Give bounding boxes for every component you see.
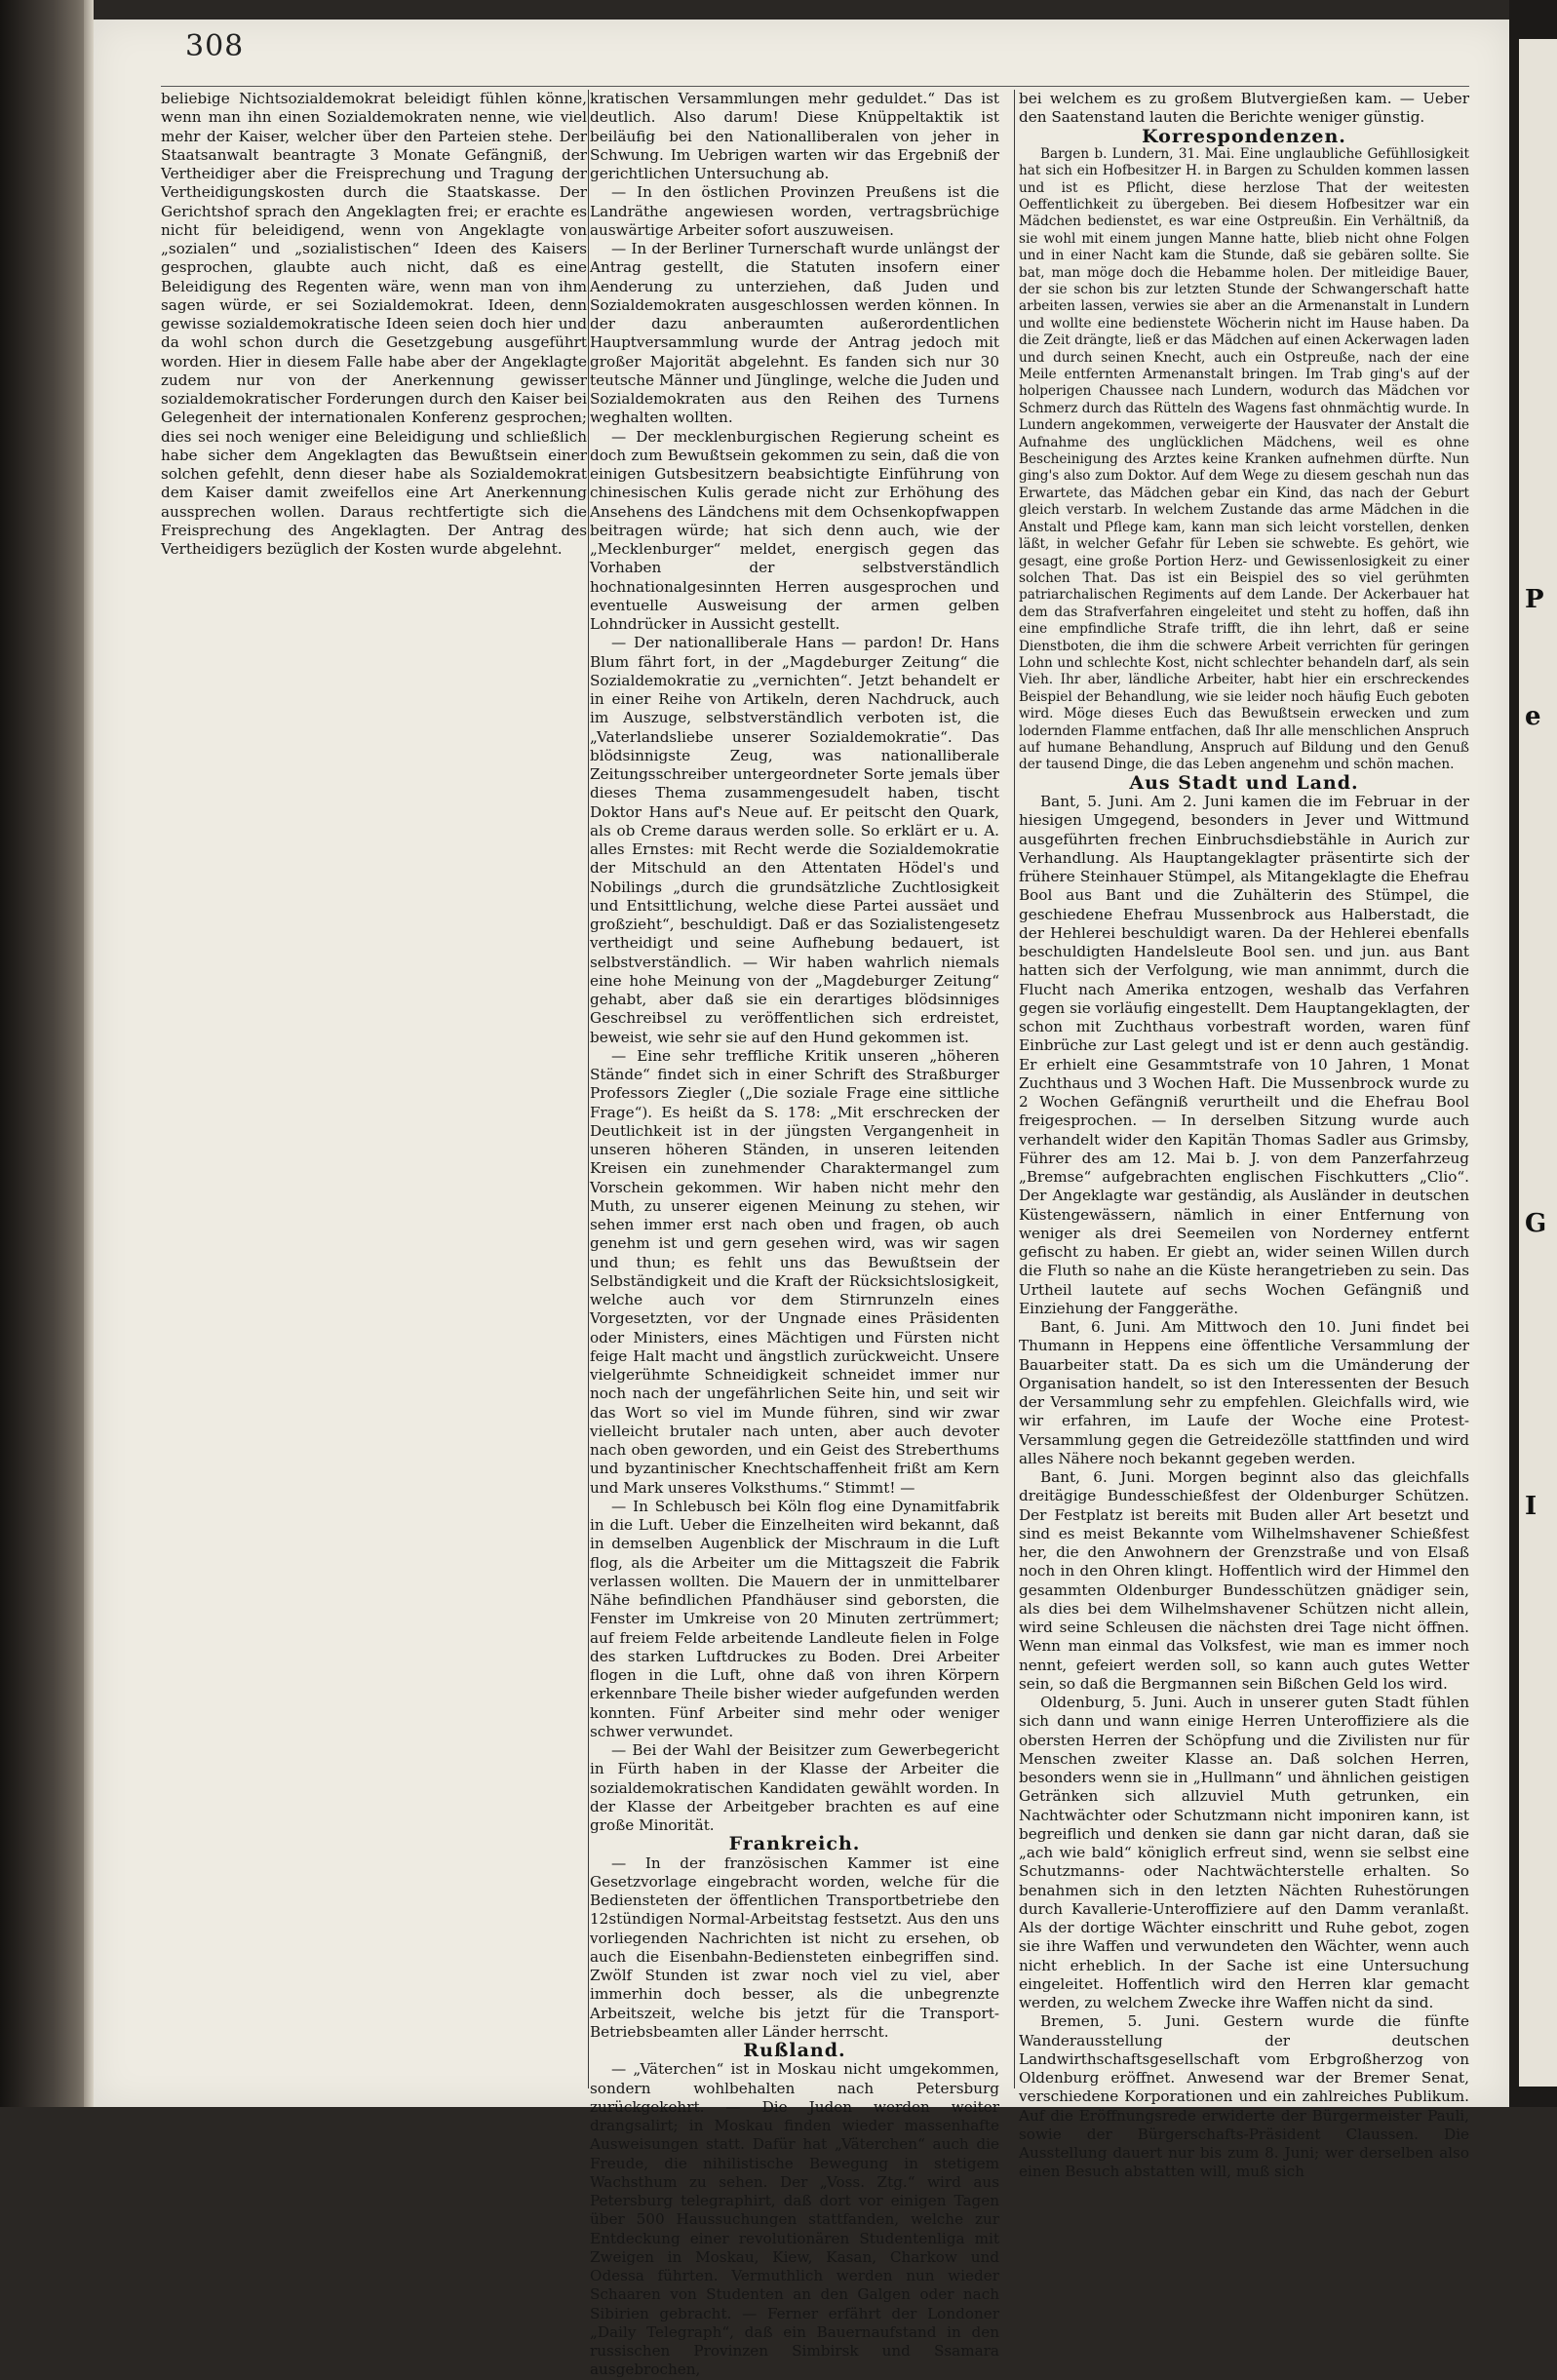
article-paragraph: — In der Berliner Turnerschaft wurde unlängst der Antrag gestellt, die Statuten insofern einer Aenderung zu unterziehen, daß Juden und Sozialdemokraten ausgeschlossen werden können. In der dazu anberaumten außerordentlichen Hauptversammlung wurde der Antrag jedoch mit großer Majorität abgelehnt. Es fanden sich nur 30 teutsche Männer und Jünglinge, welche die Juden und Sozialdemokraten aus den Reihen des Turnens weghalten wollten.: [590, 240, 999, 427]
article-paragraph: Oldenburg, 5. Juni. Auch in unserer guten Stadt fühlen sich dann und wann einige Herren Unteroffiziere als die obersten Herren der Schöpfung und die Zivilisten nur für Menschen zweiter Klasse an. Daß solchen Herren, besonders wenn sie in „Hullmann“ und ähnlichen geistigen Getränken sich allzuviel Muth getrunken, ein Nachtwächter oder Schutzmann nicht imponiren kann, ist begreiflich und denken sie dann gar nicht daran, daß sie „ach wie bald“ königlich erfreut sind, wenn sie selbst eine Schutzmanns- oder Nachtwächterstelle erhalten. So benahmen sich in den letzten Nächten Ruhestörungen durch Kavallerie-Unteroffiziere auf den Damm veranlaßt. Als der dortige Wächter einschritt und Ruhe gebot, zogen sie ihre Waffen und verwundeten den Wächter, wenn auch nicht erheblich. In der Sache ist eine Untersuchung eingeleitet. Hoffentlich wird den Herren klar gemacht werden, zu welchem Zwecke ihre Waffen nicht da sind.: [1019, 1694, 1469, 2012]
article-paragraph: Bremen, 5. Juni. Gestern wurde die fünfte Wanderausstellung der deutschen Landwirthschaftsgesellschaft vom Erbgroßherzog von Oldenburg eröffnet. Anwesend war der Bremer Senat, verschiedene Korporationen und ein zahlreiches Publikum. Auf die Eröffnungsrede erwiderte der Bürgermeister Pauli, sowie der Bürgerschafts-Präsident Claussen. Die Ausstellung dauert nur bis zum 8. Juni; wer derselben also einen Besuch abstatten will, muß sich: [1019, 2012, 1469, 2181]
correspondence-block: [1019, 146, 1469, 774]
article-paragraph: Bargen b. Lundern, 31. Mai. Eine unglaubliche Gefühllosigkeit hat sich ein Hofbesitzer H. in Bargen zu Schulden kommen lassen und ist es Pflicht, diese herzlose That der weitesten Oeffentlichkeit zu übergeben. Bei diesem Hofbesitzer war ein Mädchen bedienstet, es war eine Ostpreußin. Ein Verhältniß, da sie wohl mit einem jungen Manne hatte, blieb nicht ohne Folgen und in einer Nacht kam die Stunde, daß sie gebären sollte. Sie bat, man möge doch die Hebamme holen. Der mitleidige Bauer, der sie schon bis zur letzten Stunde der Schwangerschaft hatte arbeiten lassen, verwies sie aber an die Armenanstalt in Lundern und wollte eine bedienstete Wöcherin nicht im Hause haben. Da die Zeit drängte, ließ er das Mädchen auf einen Ackerwagen laden und durch seinen Knecht, auch ein Ostpreuße, nach der eine Meile entfernten Armenanstalt bringen. Im Trab ging's auf der holperigen Chaussee nach Lundern, wodurch das Mädchen vor Schmerz durch das Rütteln des Wagens fast ohnmächtig wurde. In Lundern angekommen, verweigerte der Hausvater der Anstalt die Aufnahme des unglücklichen Mädchens, weil es ohne Bescheinigung des Arztes keine Kranken aufnehmen dürfte. Nun ging's also zum Doktor. Auf dem Wege zu diesem geschah nun das Erwartete, das Mädchen gebar ein Kind, das nach der Geburt gleich verstarb. In welchem Zustande das arme Mädchen in die Anstalt und Pflege kam, kann man sich leicht vorstellen, denken läßt, in welcher Gefahr für Leben sie schwebte. Es gehört, wie gesagt, eine große Portion Herz- und Gewissenlosigkeit zu einer solchen That. Das ist ein Beispiel des so viel gerühmten patriarchalischen Regiments auf dem Lande. Der Ackerbauer hat dem das Strafverfahren eingeleitet und steht zu hoffen, daß ihn eine empfindliche Strafe trifft, die ihn lehrt, daß er seine Dienstboten, die ihm die schwere Arbeit verrichten für geringen Lohn und schlechte Kost, nicht schlechter behandeln darf, als sein Vieh. Ihr aber, ländliche Arbeiter, habt hier ein erschreckendes Beispiel der Behandlung, wie sie leider noch häufig Euch geboten wird. Möge dieses Euch das Bewußtsein erwecken und zum lodernden Flamme entfachen, daß Ihr alle menschlichen Anspruch auf humane Behandlung, Anspruch auf Bildung und den Genuß der tausend Dinge, die das Leben angenehm und schön machen.: [1019, 145, 1469, 773]
article-paragraph: Bant, 6. Juni. Am Mittwoch den 10. Juni findet bei Thumann in Heppens eine öffentliche Versammlung der Bauarbeiter statt. Da es sich um die Umänderung der Organisation handelt, so ist den Interessenten der Besuch der Versammlung sehr zu empfehlen. Gleichfalls wird, wie wir erfahren, im Laufe der Woche eine Protest-Versammlung gegen die Getreidezölle stattfinden und wird alles Nähere noch bekannt gegeben werden.: [1019, 1318, 1469, 1467]
adjacent-page-fragment: [1519, 39, 1557, 2087]
article-paragraph: bei welchem es zu großem Blutvergießen kam. — Ueber den Saatenstand lauten die Berichte weniger günstig.: [1019, 90, 1469, 127]
section-heading-stadt-und-land: Aus Stadt und Land.: [1129, 771, 1359, 794]
book-spine: [0, 0, 90, 2107]
fragment-letter: P: [1525, 585, 1544, 614]
article-paragraph: kratischen Versammlungen mehr geduldet.“ Das ist deutlich. Also darum! Diese Knüppeltaktik ist beiläufig bei den Nationalliberalen von jeher in Schwung. Im Uebrigen warten wir das Ergebniß der gerichtlichen Untersuchung ab.: [590, 90, 999, 182]
article-paragraph: Bant, 5. Juni. Am 2. Juni kamen die im Februar in der hiesigen Umgegend, besonders in Jever und Wittmund ausgeführten frechen Einbruchsdiebstähle in Aurich zur Verhandlung. Als Hauptangeklagter präsentirte sich der frühere Steinhauer Stümpel, als Mitangeklagte die Ehefrau Bool aus Bant und die Zuhälterin des Stümpel, die geschiedene Ehefrau Mussenbrock aus Halberstadt, die der Hehlerei beschuldigt waren. Da der Hehlerei ebenfalls beschuldigten Handelsleute Bool sen. und jun. aus Bant hatten sich der Verfolgung, wie man annimmt, durch die Flucht nach Amerika entzogen, weshalb das Verfahren gegen sie vorläufig eingestellt. Dem Hauptangeklagten, der schon mit Zuchthaus vorbestraft worden, waren fünf Einbrüche zur Last gelegt und ist er denn auch geständig. Er erhielt eine Gesammtstrafe von 10 Jahren, 1 Monat Zuchthaus und 3 Wochen Haft. Die Mussenbrock wurde zu 2 Wochen Gefängniß verurtheilt und die Ehefrau Bool freigesprochen. — In derselben Sitzung wurde auch verhandelt wider den Kapitän Thomas Sadler aus Grimsby, Führer des am 12. Mai b. J. von dem Panzerfahrzeug „Bremse“ aufgebrachten englischen Fischkutters „Clio“. Der Angeklagte war geständig, als Ausländer in deutschen Küstengewässern, nämlich in einer Entfernung von weniger als drei Seemeilen von Norderney entfernt gefischt zu haben. Er giebt an, wider seinen Willen durch die Fluth so nahe an die Küste herangetrieben zu sein. Das Urtheil lautete auf sechs Wochen Gefängniß und Einziehung der Fanggeräthe.: [1019, 793, 1469, 1317]
article-paragraph: — Der nationalliberale Hans — pardon! Dr. Hans Blum fährt fort, in der „Magdeburger Zeitung“ die Sozialdemokratie zu „vernichten“. Jetzt behandelt er in einer Reihe von Artikeln, deren Nachdruck, auch im Auszuge, selbstverständlich verboten ist, die „Vaterlandsliebe unserer Sozialdemokratie“. Das blödsinnigste Zeug, was nationalliberale Zeitungsschreiber untergeordneter Sorte jemals über dieses Thema zusammengesudelt haben, tischt Doktor Hans auf's Neue auf. Er peitscht den Quark, als ob Creme daraus werden solle. So erklärt er u. A. alles Ernstes: mit Recht werde die Sozialdemokratie der Mitschuld an den Attentaten Hödel's und Nobilings „durch die grundsätzliche Zuchtlosigkeit und Entsittlichung, welche diese Partei aussäet und großzieht“, beschuldigt. Daß er das Sozialistengesetz vertheidigt und seine Aufhebung bedauert, ist selbstverständlich. — Wir haben wahrlich niemals eine hohe Meinung von der „Magdeburger Zeitung“ gehabt, aber daß sie ein derartiges blödsinniges Geschreibsel zu veröffentlichen sich erdreistet, beweist, wie sehr sie auf den Hund gekommen ist.: [590, 634, 999, 1046]
column-3: [1019, 90, 1469, 2182]
article-paragraph: — Eine sehr treffliche Kritik unseren „höheren Stände“ findet sich in einer Schrift des Straßburger Professors Ziegler („Die soziale Frage eine sittliche Frage“). Es heißt da S. 178: „Mit erschrecken der Deutlichkeit ist in der jüngsten Vergangenheit in unseren höheren Ständen, in unseren leitenden Kreisen ein zunehmender Charaktermangel zum Vorschein gekommen. Wir haben nicht mehr den Muth, zu unserer eigenen Meinung zu stehen, wir sehen immer erst nach oben und fragen, ob auch genehm ist und gern gesehen wird, was wir sagen und thun; es fehlt uns das Bewußtsein der Selbständigkeit und die Kraft der Rücksichtslosigkeit, welche auch vor dem Stirnrunzeln eines Vorgesetzten, vor der Ungnade eines Präsidenten oder Ministers, eines Mächtigen und Fürsten nicht feige Halt macht und ängstlich zurückweicht. Unsere vielgerühmte Schneidigkeit schneidet immer nur noch nach der ungefährlichen Seite hin, und seit wir das Wort so viel im Munde führen, sind wir zwar vielleicht brutaler nach unten, aber auch devoter nach oben geworden, und ein Geist des Streberthums und byzantinischer Knechtschaffenheit frißt am Kern und Mark unseres Volksthums.“ Stimmt! —: [590, 1046, 999, 1497]
article-paragraph: — Der mecklenburgischen Regierung scheint es doch zum Bewußtsein gekommen zu sein, daß die von einigen Gutsbesitzern beabsichtigte Einführung von chinesischen Kulis gerade nicht zur Erhöhung des Ansehens des Ländchens mit dem Ochsenkopfwappen beitragen würde; hat sich denn auch, wie der „Mecklenburger“ meldet, energisch gegen das Vorhaben der selbstverständlich hochnationalgesinnten Herren ausgesprochen und eventuelle Ausweisung der armen gelben Lohndrücker in Aussicht gestellt.: [590, 427, 999, 633]
fragment-letter: I: [1525, 1492, 1538, 1521]
column-divider: [588, 90, 589, 2088]
fragment-letter: e: [1525, 702, 1541, 731]
header-rule: [161, 86, 1469, 87]
article-paragraph: — Bei der Wahl der Beisitzer zum Gewerbegericht in Fürth haben in der Klasse der Arbeiter die sozialdemokratischen Kandidaten gewählt worden. In der Klasse der Arbeitgeber brachten es auf eine große Minorität.: [590, 1741, 999, 1834]
page-edge: [84, 0, 94, 2107]
section-heading-korrespondenzen: Korrespondenzen.: [1142, 125, 1346, 147]
fragment-letter: G: [1525, 1209, 1547, 1238]
section-heading-russland: Rußland.: [743, 2040, 846, 2061]
section-heading-frankreich: Frankreich.: [728, 1833, 861, 1855]
column-divider: [1014, 90, 1015, 2088]
article-paragraph: — In der französischen Kammer ist eine Gesetzvorlage eingebracht worden, welche für die Bediensteten der öffentlichen Transportbetriebe den 12stündigen Normal-Arbeitstag festsetzt. Aus den uns vorliegenden Nachrichten ist nicht zu ersehen, ob auch die Eisenbahn-Bediensteten einbegriffen sind. Zwölf Stunden ist zwar noch viel zu viel, aber immerhin doch besser, als die unbegrenzte Arbeitszeit, welche bis jetzt für die Transport-Betriebsbeamten aller Länder herrscht.: [590, 1853, 999, 2041]
article-paragraph: — In den östlichen Provinzen Preußens ist die Landräthe angewiesen worden, vertragsbrüchige auswärtige Arbeiter sofort auszuweisen.: [590, 183, 999, 239]
article-paragraph: — In Schlebusch bei Köln flog eine Dynamitfabrik in die Luft. Ueber die Einzelheiten wird bekannt, daß in demselben Augenblick der Mischraum in die Luft flog, als die Arbeiter um die Mittagszeit die Fabrik verlassen wollten. Die Mauern der in unmittelbarer Nähe befindlichen Pfandhäuser sind geborsten, die Fenster im Umkreise von 20 Minuten zertrümmert; auf freiem Felde arbeitende Landleute fielen in Folge des starken Luftdruckes zu Boden. Drei Arbeiter flogen in die Luft, ohne daß von ihren Körpern erkennbare Theile bisher wieder aufgefunden werden konnten. Fünf Arbeiter sind mehr oder weniger schwer verwundet.: [590, 1497, 999, 1740]
article-paragraph: beliebige Nichtsozialdemokrat beleidigt fühlen könne, wenn man ihn einen Sozialdemokraten nenne, wie viel mehr der Kaiser, welcher über den Parteien stehe. Der Staatsanwalt beantragte 3 Monate Gefängniß, der Vertheidiger aber die Freisprechung und Tragung der Vertheidigungskosten durch die Staatskasse. Der Gerichtshof sprach den Angeklagten frei; er erachte es nicht für beleidigend, wenn von Angeklagte von „sozialen“ und „sozialistischen“ Ideen des Kaisers gesprochen, glaubte auch nicht, daß es eine Beleidigung des Regenten wäre, wenn man von ihm sagen würde, er sei Sozialdemokrat. Ideen, denn gewisse sozialdemokratische Ideen seien doch hier und da wohl schon durch die Gesetzgebung ausgeführt worden. Hier in diesem Falle habe aber der Angeklagte zudem nur von der Anerkennung gewisser sozialdemokratischer Forderungen durch den Kaiser bei Gelegenheit der internationalen Konferenz gesprochen; dies sei noch weniger eine Beleidigung und schließlich habe sicher dem Angeklagten das Bewußtsein einer solchen gefehlt, denn dieser habe als Sozialdemokrat dem Kaiser damit zweifellos eine Art Anerkennung aussprechen wollen. Daraus rechtfertigte sich die Freisprechung des Angeklagten. Der Antrag des Vertheidigers bezüglich der Kosten wurde abgelehnt.: [161, 90, 587, 558]
article-paragraph: Bant, 6. Juni. Morgen beginnt also das gleichfalls dreitägige Bundesschießfest der Oldenburger Schützen. Der Festplatz ist bereits mit Buden aller Art besetzt und sind es meist Bekannte vom Wilhelmshavener Schießfest her, die den Anwohnern der Grenzstraße und von Elsaß noch in den Ohren klingt. Hoffentlich wird der Himmel den gesammten Oldenburger Bundesschützen gnädiger sein, als dies bei dem Wilhelmshavener Schützen nicht allein, wird seine Schleusen die nächsten drei Tage nicht öffnen. Wenn man einmal das Volksfest, wie man es immer noch nennt, gefeiert werden soll, so kann auch gutes Wetter sein, so daß die Bergmannen sein Bißchen Geld los wird.: [1019, 1468, 1469, 1693]
page-number: 308: [185, 29, 245, 63]
column-1: [161, 90, 587, 559]
column-2: [590, 90, 999, 2380]
article-paragraph: — „Väterchen“ ist in Moskau nicht umgekommen, sondern wohlbehalten nach Petersburg zurückgekehrt. — Die Juden werden weiter drangsalirt; in Moskau finden wieder massenhafte Ausweisungen statt. Dafür hat „Väterchen“ auch die Freude, die nihilistische Bewegung in stetigem Wachsthum zu sehen. Der „Voss. Ztg.“ wird aus Petersburg telegraphirt, daß dort vor einigen Tagen über 500 Haussuchungen stattfanden, welche zur Entdeckung einer revolutionären Studentenliga mit Zweigen in Moskau, Kiew, Kasan, Charkow und Odessa führten. Vermuthlich werden nun wieder Schaaren von Studenten an den Galgen oder nach Sibirien gebracht. — Ferner erfährt der Londoner „Daily Telegraph“, daß ein Bauernaufstand in den russischen Provinzen Simbirsk und Ssamara ausgebrochen,: [590, 2060, 999, 2379]
